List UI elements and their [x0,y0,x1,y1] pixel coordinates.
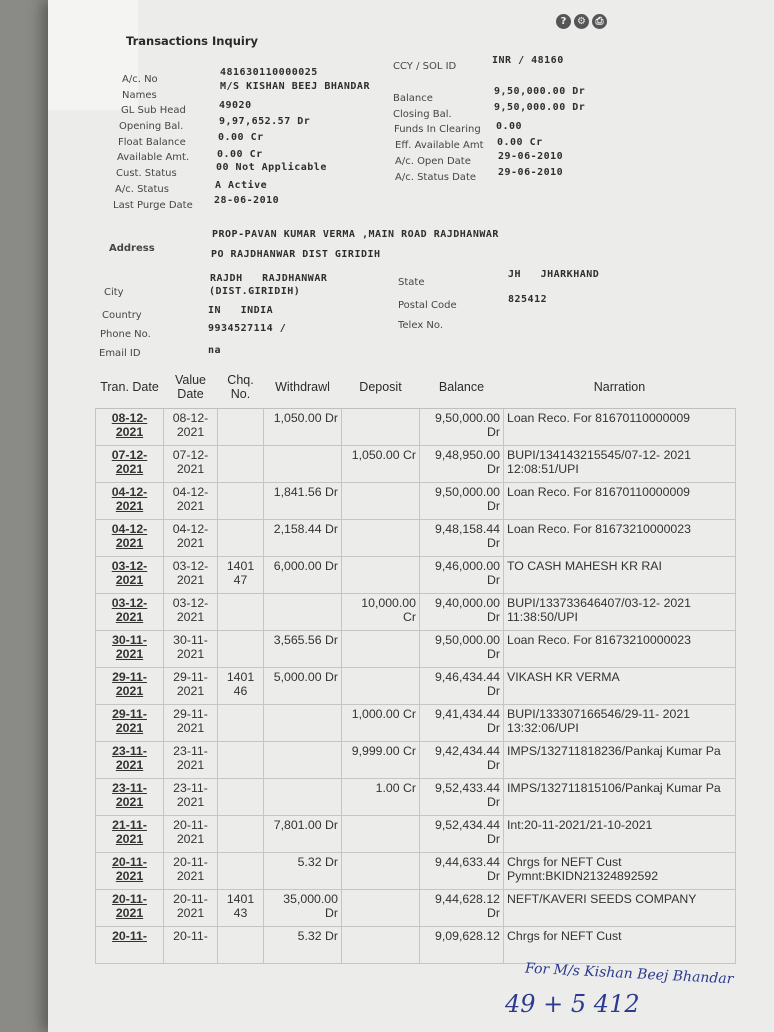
names-value: M/S KISHAN BEEJ BHANDAR [220,81,370,92]
tran-date: 23-11- 2021 [96,779,164,816]
narration: Chrgs for NEFT Cust [504,927,736,964]
status-date-value: 29-06-2010 [498,167,564,178]
tran-date: 07-12- 2021 [96,446,164,483]
balance: 9,46,000.00 Dr [420,557,504,594]
balance: 9,42,434.44 Dr [420,742,504,779]
ac-status-value: A Active [215,180,268,191]
last-purge-value: 28-06-2010 [214,195,280,206]
print-icon[interactable]: ⎙ [592,14,607,29]
balance: 9,50,000.00 Dr [420,631,504,668]
deposit: 10,000.00 Cr [342,594,420,631]
narration: Loan Reco. For 81670110000009 [504,483,736,520]
narration: Loan Reco. For 81673210000023 [504,520,736,557]
chq-no: 1401 43 [218,890,264,927]
status-date-label: A/c. Status Date [395,172,477,183]
withdrawl [264,705,342,742]
city-line2: (DIST.GIRIDIH) [209,286,301,297]
value-date: 30-11- 2021 [164,631,218,668]
chq-no [218,446,264,483]
telex-label: Telex No. [398,320,444,331]
value-date: 20-11- 2021 [164,890,218,927]
toolbar-icons [556,9,610,29]
float-balance-label: Float Balance [118,137,186,148]
narration: BUPI/133733646407/03-12- 2021 11:38:50/UPI [504,594,736,631]
narration: TO CASH MAHESH KR RAI [504,557,736,594]
value-date: 29-11- 2021 [164,668,218,705]
ac-no-label: A/c. No [122,74,158,85]
table-row[interactable] [96,483,736,520]
cust-status-value: 00 Not Applicable [216,162,327,173]
table-row[interactable] [96,520,736,557]
tran-date: 29-11- 2021 [96,705,164,742]
balance: 9,50,000.00 Dr [420,409,504,446]
narration: VIKASH KR VERMA [504,668,736,705]
deposit: 1.00 Cr [342,779,420,816]
chq-no [218,409,264,446]
deposit: 9,999.00 Cr [342,742,420,779]
address-line2: PO RAJDHANWAR DIST GIRIDIH [211,249,381,260]
narration: NEFT/KAVERI SEEDS COMPANY [504,890,736,927]
tran-date: 29-11- 2021 [96,668,164,705]
chq-no [218,520,264,557]
balance: 9,48,158.44 Dr [420,520,504,557]
state-value: JH JHARKHAND [508,269,600,280]
chq-no [218,927,264,964]
ccy-sol-value: INR / 48160 [492,55,564,66]
balance-label: Balance [393,93,433,104]
deposit [342,816,420,853]
narration: BUPI/134143215545/07-12- 2021 12:08:51/UPI [504,446,736,483]
page-title: Transactions Inquiry [126,34,258,48]
deposit [342,927,420,964]
col-narration[interactable]: Narration [504,366,736,409]
narration: IMPS/132711815106/Pankaj Kumar Pa [504,779,736,816]
address-line1: PROP-PAVAN KUMAR VERMA ,MAIN ROAD RAJDHANWAR [212,229,499,240]
col-withdrawl[interactable]: Withdrawl [264,366,342,409]
narration: Loan Reco. For 81670110000009 [504,409,736,446]
names-label: Names [122,90,157,101]
col-deposit[interactable]: Deposit [342,366,420,409]
opening-bal-label: Opening Bal. [119,121,184,132]
value-date: 03-12- 2021 [164,557,218,594]
cust-status-label: Cust. Status [116,168,177,179]
deposit [342,668,420,705]
value-date: 04-12- 2021 [164,483,218,520]
table-header [96,366,736,409]
table-row[interactable] [96,705,736,742]
value-date: 29-11- 2021 [164,705,218,742]
withdrawl [264,779,342,816]
withdrawl: 5,000.00 Dr [264,668,342,705]
tran-date: 30-11- 2021 [96,631,164,668]
withdrawl: 7,801.00 Dr [264,816,342,853]
postal-value: 825412 [508,294,548,305]
transactions-table [95,366,736,964]
open-date-value: 29-06-2010 [498,151,564,162]
withdrawl: 2,158.44 Dr [264,520,342,557]
tran-date: 20-11- 2021 [96,890,164,927]
handwritten-note: 49 + 5 412 [505,990,640,1018]
value-date: 07-12- 2021 [164,446,218,483]
value-date: 04-12- 2021 [164,520,218,557]
balance: 9,40,000.00 Dr [420,594,504,631]
tran-date: 03-12- 2021 [96,594,164,631]
deposit [342,853,420,890]
tran-date: 21-11- 2021 [96,816,164,853]
gl-sub-head-label: GL Sub Head [121,105,186,116]
chq-no [218,594,264,631]
balance: 9,46,434.44 Dr [420,668,504,705]
table-row[interactable] [96,853,736,890]
tran-date: 20-11- 2021 [96,853,164,890]
email-label: Email ID [99,348,141,359]
chq-no [218,853,264,890]
table-row[interactable] [96,927,736,964]
table-row[interactable] [96,668,736,705]
last-purge-label: Last Purge Date [113,200,193,211]
handwritten-stamp: For M/s Kishan Beej Bhandar [524,960,734,988]
tran-date: 03-12- 2021 [96,557,164,594]
balance: 9,44,628.12 Dr [420,890,504,927]
eff-available-value: 0.00 Cr [497,137,543,148]
eff-available-label: Eff. Available Amt [395,140,484,151]
value-date: 20-11- 2021 [164,853,218,890]
chq-no: 1401 47 [218,557,264,594]
table-row[interactable] [96,409,736,446]
funds-clearing-label: Funds In Clearing [394,124,481,135]
open-date-label: A/c. Open Date [395,156,471,167]
country-label: Country [102,310,142,321]
col-value-date[interactable]: Value Date [164,366,218,409]
deposit: 1,050.00 Cr [342,446,420,483]
value-date: 20-11- 2021 [164,816,218,853]
balance: 9,50,000.00 Dr [420,483,504,520]
ccy-sol-label: CCY / SOL ID [393,61,457,72]
tran-date: 04-12- 2021 [96,483,164,520]
chq-no [218,705,264,742]
col-tran-date[interactable]: Tran. Date [96,366,164,409]
deposit [342,890,420,927]
closing-bal-value: 9,50,000.00 Dr [494,102,586,113]
chq-no [218,742,264,779]
withdrawl [264,594,342,631]
help-icon[interactable]: ? [556,14,571,29]
chq-no: 1401 46 [218,668,264,705]
funds-clearing-value: 0.00 [496,121,523,132]
balance: 9,44,633.44 Dr [420,853,504,890]
value-date: 20-11- [164,927,218,964]
float-balance-value: 0.00 Cr [218,132,264,143]
narration: IMPS/132711818236/Pankaj Kumar Pa [504,742,736,779]
table-row[interactable] [96,557,736,594]
deposit: 1,000.00 Cr [342,705,420,742]
email-value: na [208,345,222,356]
deposit [342,631,420,668]
withdrawl: 1,050.00 Dr [264,409,342,446]
table-row[interactable] [96,742,736,779]
country-value: IN INDIA [208,305,274,316]
gl-sub-head-value: 49020 [219,100,252,111]
chq-no [218,483,264,520]
table-row[interactable] [96,890,736,927]
chq-no [218,631,264,668]
phone-label: Phone No. [100,329,151,340]
withdrawl: 35,000.00 Dr [264,890,342,927]
withdrawl: 5.32 Dr [264,927,342,964]
postal-label: Postal Code [398,300,457,311]
withdrawl [264,446,342,483]
available-amt-label: Available Amt. [117,152,190,163]
balance-value: 9,50,000.00 Dr [494,86,586,97]
balance: 9,48,950.00 Dr [420,446,504,483]
withdrawl: 1,841.56 Dr [264,483,342,520]
balance: 9,09,628.12 [420,927,504,964]
col-balance[interactable]: Balance [420,366,504,409]
closing-bal-label: Closing Bal. [393,109,452,120]
table-row[interactable] [96,594,736,631]
tran-date: 04-12- 2021 [96,520,164,557]
chq-no [218,779,264,816]
address-label: Address [109,243,155,254]
tran-date: 20-11- [96,927,164,964]
narration: Loan Reco. For 81673210000023 [504,631,736,668]
balance: 9,52,434.44 Dr [420,816,504,853]
deposit [342,557,420,594]
withdrawl: 3,565.56 Dr [264,631,342,668]
phone-value: 9934527114 / [208,323,287,334]
narration: Int:20-11-2021/21-10-2021 [504,816,736,853]
value-date: 23-11- 2021 [164,779,218,816]
value-date: 03-12- 2021 [164,594,218,631]
table-row[interactable] [96,816,736,853]
withdrawl: 5.32 Dr [264,853,342,890]
state-label: State [398,277,425,288]
narration: Chrgs for NEFT Cust Pymnt:BKIDN21324892592 [504,853,736,890]
balance: 9,52,433.44 Dr [420,779,504,816]
ac-status-label: A/c. Status [115,184,169,195]
ac-no-value: 481630110000025 [220,67,318,78]
balance: 9,41,434.44 Dr [420,705,504,742]
value-date: 23-11- 2021 [164,742,218,779]
deposit [342,409,420,446]
opening-bal-value: 9,97,652.57 Dr [219,116,311,127]
deposit [342,483,420,520]
withdrawl [264,742,342,779]
narration: BUPI/133307166546/29-11- 2021 13:32:06/UPI [504,705,736,742]
city-label: City [104,287,124,298]
settings-icon[interactable]: ⚙ [574,14,589,29]
tran-date: 23-11- 2021 [96,742,164,779]
chq-no [218,816,264,853]
table-row[interactable] [96,446,736,483]
available-amt-value: 0.00 Cr [217,149,263,160]
tran-date: 08-12- 2021 [96,409,164,446]
withdrawl: 6,000.00 Dr [264,557,342,594]
table-row[interactable] [96,779,736,816]
col-chq-no[interactable]: Chq. No. [218,366,264,409]
deposit [342,520,420,557]
city-line1: RAJDH RAJDHANWAR [210,273,328,284]
table-row[interactable] [96,631,736,668]
value-date: 08-12- 2021 [164,409,218,446]
